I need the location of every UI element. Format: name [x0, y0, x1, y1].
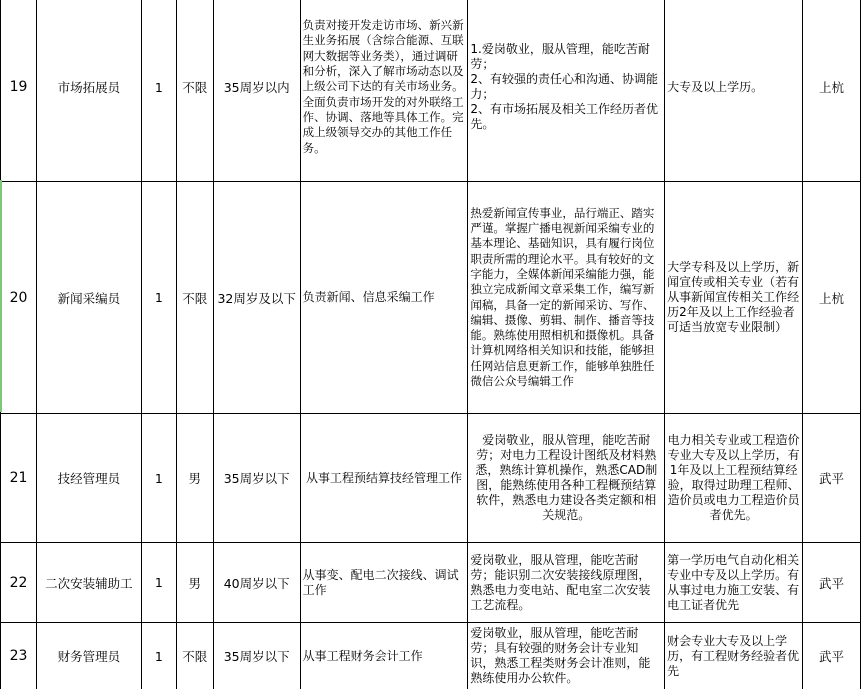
location-cell: 武平	[803, 623, 861, 689]
position-cell: 市场拓展员	[36, 0, 141, 182]
gender-cell: 不限	[176, 0, 213, 182]
position-cell: 新闻采编员	[36, 182, 141, 414]
requirements-cell: 热爱新闻宣传事业，品行端正、踏实严谨。掌握广播电视新闻采编专业的基本理论、基础知识，具有履行岗位职责所需的理论水平。具有较好的文字能力，全媒体新闻采编能力强，能独立完成新闻文章采集工作，编写新闻稿，具备一定的新闻采访、写作、编辑、摄像、剪辑、制作、播音等技能。熟练使用照相机和摄像机。具备计算机网络相关知识和技能，能够担任网站信息更新工作，能够单独胜任微信公众号编辑工作	[468, 182, 665, 414]
row-number: 21	[1, 414, 37, 543]
position-cell: 财务管理员	[36, 623, 141, 689]
gender-cell: 不限	[176, 623, 213, 689]
position-cell: 技经管理员	[36, 414, 141, 543]
gender-cell: 男	[176, 543, 213, 623]
count-cell: 1	[141, 414, 176, 543]
requirements-cell: 1.爱岗敬业，服从管理，能吃苦耐劳； 2、有较强的责任心和沟通、协调能力； 2、有市场拓展及相关工作经历者优先。	[468, 0, 665, 182]
duty-cell: 从事工程预结算技经管理工作	[300, 414, 468, 543]
table-row	[1, 623, 861, 689]
duty-cell: 负责对接开发走访市场、新兴新生业务拓展（含综合能源、互联网大数据等业务类），通过调研和分析，深入了解市场动态以及上级公司下达的有关市场业务。 全面负责市场开发的对外联络工作、协调、落地等具体工作。完成上级领导交办的其他工作任务。	[300, 0, 468, 182]
count-cell: 1	[141, 0, 176, 182]
cell-selection-edge	[0, 180, 2, 412]
count-cell: 1	[141, 182, 176, 414]
table-row	[1, 0, 861, 182]
age-cell: 35周岁以内	[213, 0, 300, 182]
row-number: 19	[1, 0, 37, 182]
requirements-cell: 爱岗敬业，服从管理，能吃苦耐劳；能识别二次安装接线原理图，熟悉电力变电站、配电室二次安装工艺流程。	[468, 543, 665, 623]
table-row	[1, 543, 861, 623]
requirements-cell: 爱岗敬业，服从管理，能吃苦耐劳；具有较强的财务会计专业知识，熟悉工程类财务会计准则，能熟练使用办公软件。	[468, 623, 665, 689]
requirements-cell: 爱岗敬业，服从管理，能吃苦耐劳；对电力工程设计图纸及材料熟悉，熟练计算机操作，熟悉CAD制图，能熟练使用各种工程概预结算软件，熟悉电力建设各类定额和相关规范。	[468, 414, 665, 543]
education-cell: 第一学历电气自动化相关专业中专及以上学历。有从事过电力施工安装、有电工证者优先	[665, 543, 803, 623]
position-cell: 二次安装辅助工	[36, 543, 141, 623]
duty-cell: 从事变、配电二次接线、调试工作	[300, 543, 468, 623]
location-cell: 武平	[803, 543, 861, 623]
row-number: 23	[1, 623, 37, 689]
education-cell: 大专及以上学历。	[665, 0, 803, 182]
gender-cell: 男	[176, 414, 213, 543]
education-cell: 大学专科及以上学历，新闻宣传或相关专业（若有从事新闻宣传相关工作经历2年及以上工作经验者可适当放宽专业限制）	[665, 182, 803, 414]
age-cell: 32周岁及以下	[213, 182, 300, 414]
count-cell: 1	[141, 623, 176, 689]
location-cell: 上杭	[803, 0, 861, 182]
education-cell: 电力相关专业或工程造价专业大专及以上学历，有1年及以上工程预结算经验，取得过助理工程师、造价员或电力工程造价员者优先。	[665, 414, 803, 543]
duty-cell: 负责新闻、信息采编工作	[300, 182, 468, 414]
age-cell: 35周岁以下	[213, 414, 300, 543]
row-number: 20	[1, 182, 37, 414]
education-cell: 财会专业大专及以上学历，有工程财务经验者优先	[665, 623, 803, 689]
gender-cell: 不限	[176, 182, 213, 414]
duty-cell: 从事工程财务会计工作	[300, 623, 468, 689]
age-cell: 40周岁以下	[213, 543, 300, 623]
table-row	[1, 414, 861, 543]
age-cell: 35周岁以下	[213, 623, 300, 689]
table-row	[1, 182, 861, 414]
count-cell: 1	[141, 543, 176, 623]
row-number: 22	[1, 543, 37, 623]
location-cell: 武平	[803, 414, 861, 543]
location-cell: 上杭	[803, 182, 861, 414]
